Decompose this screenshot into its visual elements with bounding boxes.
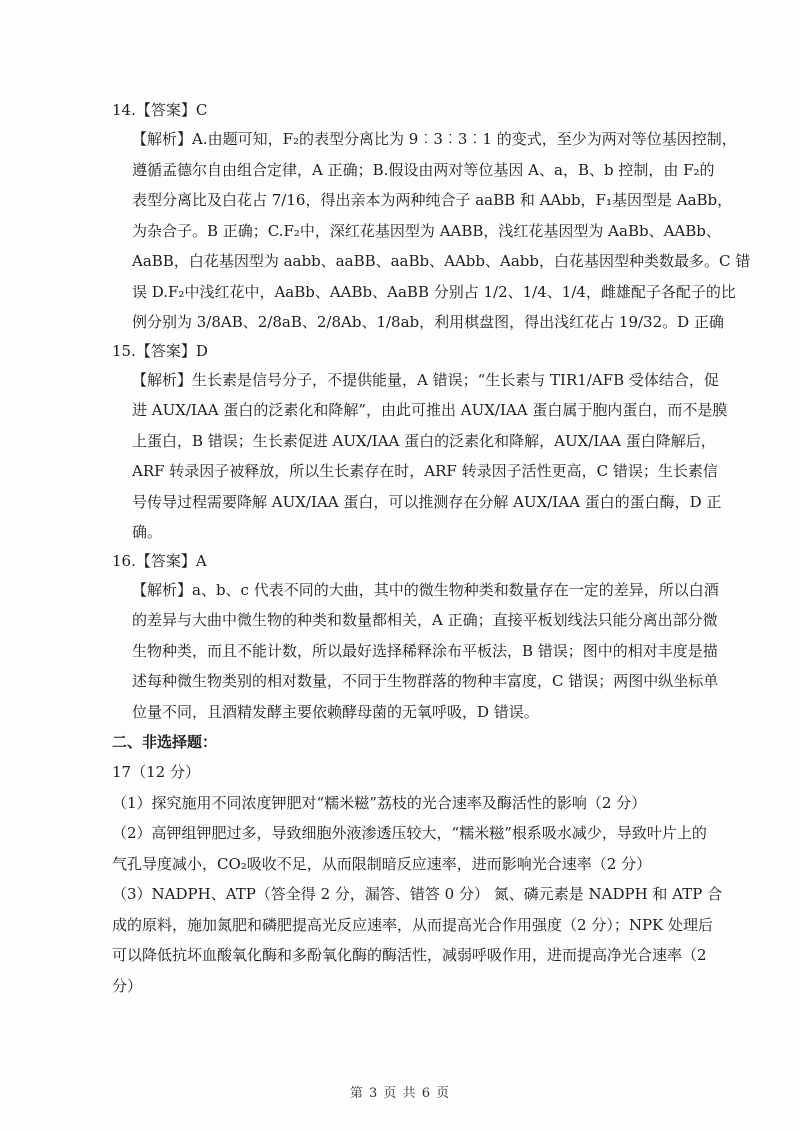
text-line: 遵循孟德尔自由组合定律，A 正确；B.假设由两对等位基因 A、a，B、b 控制，由 F₂的	[132, 160, 715, 179]
q16-answer-heading: 16.【答案】A	[112, 551, 207, 570]
text-line: 【解析】a、b、c 代表不同的大曲，其中的微生物种类和数量存在一定的差异，所以白酒	[132, 580, 719, 599]
section-heading-non-choice: 二、非选择题：	[112, 733, 218, 751]
text-line: 确。	[132, 523, 163, 541]
text-line: 【解析】生长素是信号分子，不提供能量，A 错误；“生长素与 TIR1/AFB 受体结合，促	[132, 370, 719, 389]
q17-answers	[112, 788, 723, 1002]
q16-explanation	[112, 575, 719, 728]
text-line: 成的原料，施加氮肥和磷肥提高光反应速率，从而提高光合作用强度（2 分）；NPK 处理后	[112, 915, 714, 934]
q17-heading: 17（12 分）	[112, 763, 200, 781]
text-line: 【解析】A.由题可知，F₂的表型分离比为 9︰3︰3︰1 的变式，至少为两对等位基因控制，	[132, 130, 737, 148]
text-line: 生物种类，而且不能计数，所以最好选择稀释涂布平板法，B 错误；图中的相对丰度是描	[132, 641, 718, 660]
text-line: 述每种微生物类别的相对数量，不同于生物群落的物种丰富度，C 错误；两图中纵坐标单	[132, 672, 719, 690]
text-line: （1）探究施用不同浓度钾肥对“糯米糍”荔枝的光合速率及酶活性的影响（2 分）	[112, 793, 647, 812]
q14-answer-heading: 14.【答案】C	[112, 101, 208, 119]
text-line: 进 AUX/IAA 蛋白的泛素化和降解”，由此可推出 AUX/IAA 蛋白属于胞内蛋白，而不是膜	[132, 401, 728, 419]
text-line: 误 D.F₂中浅红花中，AaBb、AABb、AaBB 分别占 1/2、1/4、1/4，雌雄配子各配子的比	[132, 282, 736, 301]
text-line: 分）	[112, 976, 143, 995]
page-content	[112, 97, 751, 1001]
text-line: AaBB，白花基因型为 aabb、aaBB、aaBb、AAbb、Aabb，白花基因型种类数最多。C 错	[132, 252, 751, 270]
text-line: （2）高钾组钾肥过多，导致细胞外液渗透压较大，“糯米糍”根系吸水减少，导致叶片上的	[112, 824, 707, 842]
page-number-footer: 第 3 页 共 6 页	[349, 1086, 451, 1101]
q14-explanation	[112, 124, 751, 338]
text-line: 气孔导度减小，CO₂吸收不足，从而限制暗反应速率，进而影响光合速率（2 分）	[112, 854, 652, 873]
text-line: 上蛋白，B 错误；生长素促进 AUX/IAA 蛋白的泛素化和降解，AUX/IAA 蛋白降解后，	[132, 431, 716, 450]
text-line: （3）NADPH、ATP（答全得 2 分，漏答、错答 0 分） 氮、磷元素是 NADPH 和 ATP 合	[112, 885, 723, 903]
text-line: ARF 转录因子被释放，所以生长素存在时，ARF 转录因子活性更高，C 错误；生长素信	[132, 462, 718, 480]
q15-explanation	[112, 365, 728, 548]
text-line: 号传导过程需要降解 AUX/IAA 蛋白，可以推测存在分解 AUX/IAA 蛋白的蛋白酶，D 正	[132, 492, 722, 511]
q15-answer-heading: 15.【答案】D	[112, 341, 208, 360]
text-line: 位量不同，且酒精发酵主要依赖酵母菌的无氧呼吸，D 错误。	[132, 702, 539, 721]
text-line: 例分别为 3/8AB、2/8aB、2/8Ab、1/8ab，利用棋盘图，得出浅红花占 19/32。D 正确	[132, 313, 724, 331]
text-line: 可以降低抗坏血酸氧化酶和多酚氧化酶的酶活性，减弱呼吸作用，进而提高净光合速率（2	[112, 946, 707, 964]
text-line: 表型分离比及白花占 7/16，得出亲本为两种纯合子 aaBB 和 AAbb，F₁基因型是 AaBb，	[132, 191, 733, 209]
text-line: 为杂合子。B 正确；C.F₂中，深红花基因型为 AABB，浅红花基因型为 AaBb、AABb、	[132, 221, 721, 240]
text-line: 的差异与大曲中微生物的种类和数量都相关，A 正确；直接平板划线法只能分离出部分微	[132, 611, 718, 629]
